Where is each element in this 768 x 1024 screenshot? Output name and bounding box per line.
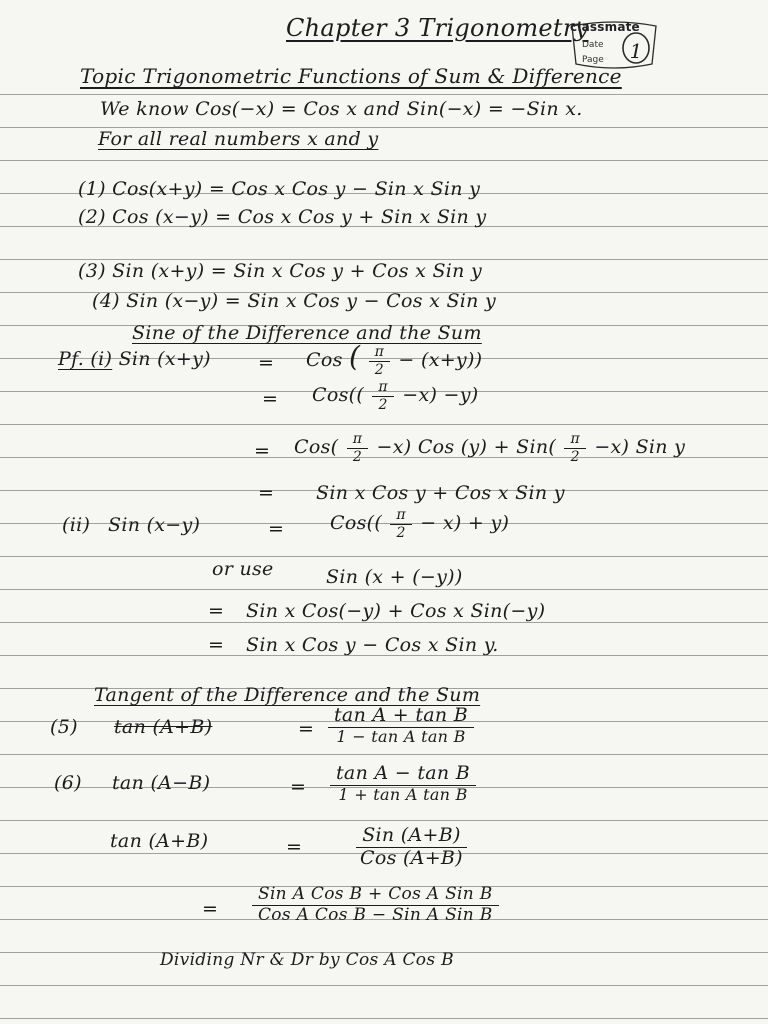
frac-den: 2 [570, 448, 580, 465]
ruled-line [0, 589, 768, 590]
tan-proof-eq-1: = [286, 836, 303, 858]
proof-step-2 [312, 380, 479, 412]
tan-identity-6-label: (6) [54, 772, 82, 794]
ruled-line [0, 160, 768, 161]
ruled-line [0, 94, 768, 95]
tan-proof-frac-1 [352, 826, 471, 869]
date-label: Date [582, 40, 604, 50]
ruled-line [0, 754, 768, 755]
proof-label-text: Pf. (i) [58, 348, 113, 370]
ruled-line [0, 985, 768, 986]
tan-proof-lhs: tan (A+B) [110, 830, 209, 852]
dividing-note: Dividing Nr & Dr by Cos A Cos B [160, 950, 454, 970]
ruled-line [0, 1018, 768, 1019]
brand-name: classmate [570, 20, 640, 34]
proof-eq-1: = [258, 352, 275, 374]
proof2-eq-4: = [208, 634, 225, 656]
pi-over-2 [390, 508, 412, 540]
ruled-line [0, 622, 768, 623]
tan-identity-5-label: (5) [50, 716, 78, 738]
frac-num: tan A − tan B [330, 764, 476, 786]
proof2-eq-1: = [268, 518, 285, 540]
proof-step1-post: − (x+y)) [398, 349, 483, 371]
frac-den: 2 [378, 396, 388, 413]
proof-step-4: Sin x Cos y + Cos x Sin y [316, 482, 565, 504]
proof2-step-3: Sin x Cos(−y) + Cos x Sin(−y) [246, 600, 546, 622]
frac-den: 2 [352, 448, 363, 465]
proof2-step-1 [330, 508, 509, 540]
frac-den: 1 − tan A tan B [336, 726, 466, 746]
tan-proof-eq-2: = [202, 898, 219, 920]
proof-step-1 [306, 340, 482, 377]
frac-num: Sin A Cos B + Cos A Sin B [252, 886, 499, 906]
frac-den: 2 [396, 524, 406, 541]
frac-num: π [347, 432, 369, 449]
identity-4: (4) Sin (x−y) = Sin x Cos y − Cos x Sin y [92, 290, 497, 312]
tan-identity-5-frac [326, 706, 476, 746]
topic-heading: Topic Trigonometric Functions of Sum & Difference [80, 64, 622, 88]
identity-1: (1) Cos(x+y) = Cos x Cos y − Sin x Sin y [78, 178, 481, 200]
proof2-step-2: Sin (x + (−y)) [326, 566, 463, 588]
proof-step1-pre: Cos [306, 349, 343, 371]
fraction [330, 764, 476, 804]
pi-over-2 [369, 345, 391, 377]
fraction [252, 886, 499, 925]
frac-den: Cos (A+B) [360, 846, 463, 869]
tan-identity-5-eq: = [298, 718, 315, 740]
ruled-line [0, 556, 768, 557]
pi-over-2 [564, 432, 586, 464]
ruled-line [0, 820, 768, 821]
proof-eq-4: = [258, 482, 275, 504]
proof-eq-3: = [254, 440, 271, 462]
sine-heading: Sine of the Difference and the Sum [132, 322, 482, 344]
frac-num: Sin (A+B) [356, 826, 467, 848]
for-all-heading: For all real numbers x and y [98, 128, 379, 150]
frac-den: 1 + tan A tan B [338, 784, 468, 804]
or-use: or use [212, 558, 274, 580]
pi-over-2 [372, 380, 394, 412]
identity-2: (2) Cos (x−y) = Cos x Cos y + Sin x Sin y [78, 206, 487, 228]
frac-den: 2 [374, 361, 384, 378]
proof-step-3 [294, 432, 685, 464]
tan-identity-6-eq: = [290, 776, 307, 798]
tan-identity-6-lhs: tan (A−B) [112, 772, 211, 794]
proof2-lhs: Sin (x−y) [108, 514, 201, 536]
proof2-eq-3: = [208, 600, 225, 622]
proof-step3-c: −x) Sin y [594, 436, 686, 459]
fraction [354, 826, 469, 869]
tan-identity-5-lhs: tan (A+B) [114, 716, 213, 738]
chapter-title: Chapter 3 Trigonometry [286, 14, 589, 42]
pi-over-2 [347, 432, 369, 464]
proof-eq-2: = [262, 388, 279, 410]
proof-step3-a: Cos( [294, 436, 339, 459]
identity-3: (3) Sin (x+y) = Sin x Cos y + Cos x Sin y [78, 260, 483, 282]
proof2-step1-post: − x) + y) [420, 512, 510, 535]
tangent-heading: Tangent of the Difference and the Sum [94, 684, 481, 706]
frac-num: π [564, 432, 586, 449]
proof-lhs: Sin (x+y) [118, 348, 211, 370]
frac-num: tan A + tan B [328, 706, 474, 728]
proof-label [58, 348, 211, 370]
proof-step3-b: −x) Cos (y) + Sin( [376, 436, 557, 459]
proof2-label: (ii) [62, 514, 91, 536]
frac-den: Cos A Cos B − Sin A Sin B [258, 904, 493, 925]
page-label: Page [582, 55, 604, 65]
page-number: 1 [629, 39, 643, 63]
frac-num: π [369, 345, 391, 362]
proof-step2-pre: Cos(( [312, 384, 365, 407]
tan-identity-6-frac [328, 764, 478, 804]
frac-num: π [372, 380, 394, 397]
frac-num: π [390, 508, 412, 525]
proof2-step1-pre: Cos(( [330, 512, 383, 535]
proof2-step-4: Sin x Cos y − Cos x Sin y. [246, 634, 499, 656]
fraction [328, 706, 474, 746]
ruled-line [0, 424, 768, 425]
proof-step2-post: −x) −y) [402, 384, 479, 407]
tan-proof-frac-2 [250, 886, 501, 925]
known-intro: We know Cos(−x) = Cos x and Sin(−x) = −Sin x. [100, 98, 583, 120]
paren-left: ( [348, 340, 361, 373]
